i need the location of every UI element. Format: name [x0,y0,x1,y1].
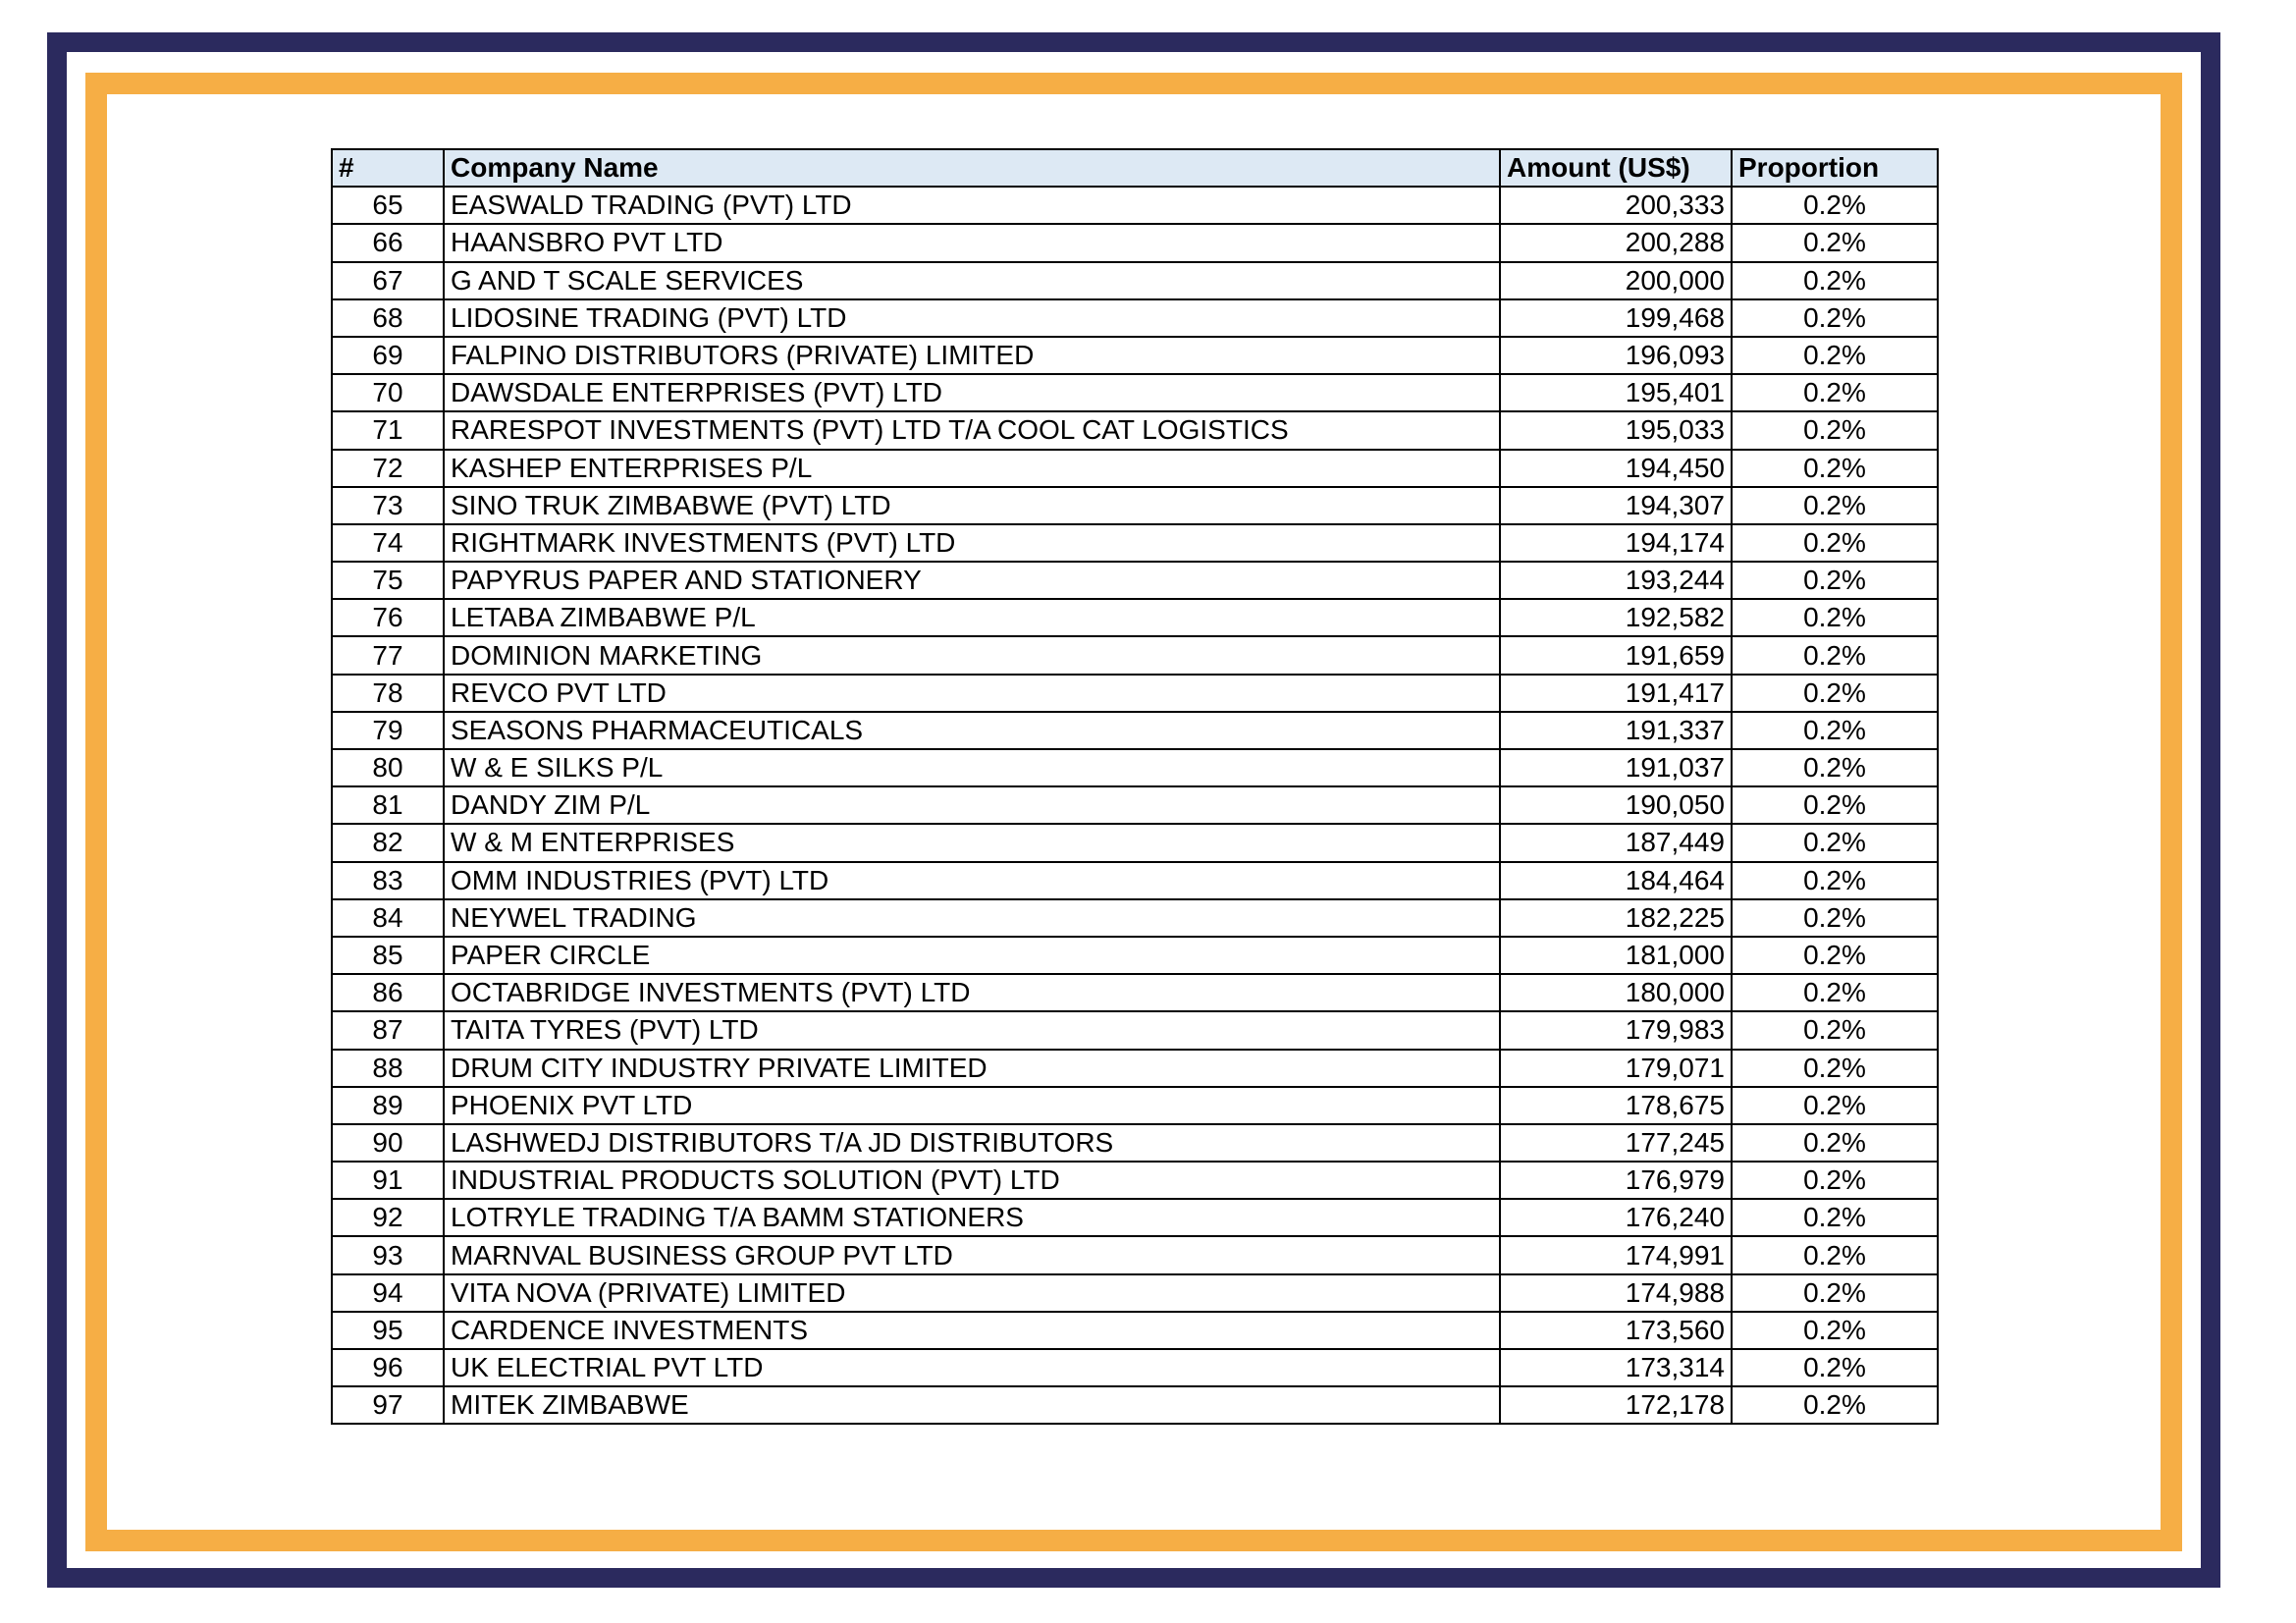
row-number: 87 [332,1011,444,1049]
amount-cell: 195,401 [1500,374,1732,411]
row-number: 92 [332,1199,444,1236]
proportion-cell: 0.2% [1732,636,1938,674]
row-number: 97 [332,1386,444,1424]
amount-cell: 180,000 [1500,974,1732,1011]
amount-cell: 200,000 [1500,262,1732,299]
company-name-cell: SEASONS PHARMACEUTICALS [444,712,1500,749]
company-name-cell: INDUSTRIAL PRODUCTS SOLUTION (PVT) LTD [444,1162,1500,1199]
table-row [332,862,1938,899]
table-row [332,487,1938,524]
proportion-cell: 0.2% [1732,862,1938,899]
company-name-cell: HAANSBRO PVT LTD [444,224,1500,261]
row-number: 89 [332,1087,444,1124]
amount-cell: 176,240 [1500,1199,1732,1236]
proportion-cell: 0.2% [1732,337,1938,374]
company-name-cell: DAWSDALE ENTERPRISES (PVT) LTD [444,374,1500,411]
proportion-cell: 0.2% [1732,187,1938,224]
proportion-cell: 0.2% [1732,1199,1938,1236]
row-number: 75 [332,562,444,599]
table-row [332,824,1938,861]
row-number: 91 [332,1162,444,1199]
company-name-cell: TAITA TYRES (PVT) LTD [444,1011,1500,1049]
company-name-cell: DOMINION MARKETING [444,636,1500,674]
table-row [332,224,1938,261]
amount-cell: 173,560 [1500,1312,1732,1349]
row-number: 69 [332,337,444,374]
amount-cell: 194,307 [1500,487,1732,524]
company-name-cell: VITA NOVA (PRIVATE) LIMITED [444,1274,1500,1312]
row-number: 88 [332,1050,444,1087]
header-number: # [332,149,444,187]
table-row [332,786,1938,824]
amount-cell: 178,675 [1500,1087,1732,1124]
table-row [332,675,1938,712]
row-number: 83 [332,862,444,899]
company-name-cell: LETABA ZIMBABWE P/L [444,599,1500,636]
table-row [332,1087,1938,1124]
company-name-cell: OMM INDUSTRIES (PVT) LTD [444,862,1500,899]
proportion-cell: 0.2% [1732,262,1938,299]
company-name-cell: KASHEP ENTERPRISES P/L [444,450,1500,487]
company-name-cell: LASHWEDJ DISTRIBUTORS T/A JD DISTRIBUTORS [444,1124,1500,1162]
table-row [332,337,1938,374]
company-name-cell: CARDENCE INVESTMENTS [444,1312,1500,1349]
table-row [332,599,1938,636]
amount-cell: 191,337 [1500,712,1732,749]
proportion-cell: 0.2% [1732,937,1938,974]
amount-cell: 176,979 [1500,1162,1732,1199]
company-name-cell: FALPINO DISTRIBUTORS (PRIVATE) LIMITED [444,337,1500,374]
amount-cell: 184,464 [1500,862,1732,899]
amount-cell: 196,093 [1500,337,1732,374]
amount-cell: 173,314 [1500,1349,1732,1386]
company-name-cell: DANDY ZIM P/L [444,786,1500,824]
row-number: 90 [332,1124,444,1162]
row-number: 74 [332,524,444,562]
proportion-cell: 0.2% [1732,899,1938,937]
row-number: 73 [332,487,444,524]
proportion-cell: 0.2% [1732,1011,1938,1049]
proportion-cell: 0.2% [1732,786,1938,824]
company-name-cell: MITEK ZIMBABWE [444,1386,1500,1424]
table-row [332,1349,1938,1386]
amount-cell: 194,174 [1500,524,1732,562]
proportion-cell: 0.2% [1732,749,1938,786]
table-row [332,1162,1938,1199]
row-number: 96 [332,1349,444,1386]
proportion-cell: 0.2% [1732,1274,1938,1312]
row-number: 67 [332,262,444,299]
row-number: 79 [332,712,444,749]
header-proportion: Proportion [1732,149,1938,187]
proportion-cell: 0.2% [1732,675,1938,712]
table-row [332,450,1938,487]
amount-cell: 200,333 [1500,187,1732,224]
company-name-cell: PHOENIX PVT LTD [444,1087,1500,1124]
table-row [332,937,1938,974]
table-row [332,411,1938,449]
amount-cell: 193,244 [1500,562,1732,599]
amount-cell: 179,983 [1500,1011,1732,1049]
proportion-cell: 0.2% [1732,1050,1938,1087]
amount-cell: 191,037 [1500,749,1732,786]
row-number: 94 [332,1274,444,1312]
row-number: 82 [332,824,444,861]
amount-cell: 172,178 [1500,1386,1732,1424]
companies-table [331,148,1939,1425]
proportion-cell: 0.2% [1732,411,1938,449]
table-row [332,187,1938,224]
table-row [332,262,1938,299]
proportion-cell: 0.2% [1732,374,1938,411]
row-number: 80 [332,749,444,786]
proportion-cell: 0.2% [1732,450,1938,487]
amount-cell: 177,245 [1500,1124,1732,1162]
amount-cell: 174,991 [1500,1236,1732,1273]
company-name-cell: G AND T SCALE SERVICES [444,262,1500,299]
row-number: 77 [332,636,444,674]
proportion-cell: 0.2% [1732,224,1938,261]
company-name-cell: W & E SILKS P/L [444,749,1500,786]
amount-cell: 190,050 [1500,786,1732,824]
company-name-cell: LIDOSINE TRADING (PVT) LTD [444,299,1500,337]
company-name-cell: REVCO PVT LTD [444,675,1500,712]
proportion-cell: 0.2% [1732,562,1938,599]
proportion-cell: 0.2% [1732,1236,1938,1273]
row-number: 65 [332,187,444,224]
company-name-cell: DRUM CITY INDUSTRY PRIVATE LIMITED [444,1050,1500,1087]
proportion-cell: 0.2% [1732,1386,1938,1424]
company-name-cell: EASWALD TRADING (PVT) LTD [444,187,1500,224]
table-row [332,1386,1938,1424]
row-number: 84 [332,899,444,937]
company-name-cell: W & M ENTERPRISES [444,824,1500,861]
amount-cell: 194,450 [1500,450,1732,487]
row-number: 76 [332,599,444,636]
proportion-cell: 0.2% [1732,1312,1938,1349]
proportion-cell: 0.2% [1732,599,1938,636]
amount-cell: 199,468 [1500,299,1732,337]
amount-cell: 182,225 [1500,899,1732,937]
proportion-cell: 0.2% [1732,1162,1938,1199]
table-row [332,1124,1938,1162]
company-name-cell: OCTABRIDGE INVESTMENTS (PVT) LTD [444,974,1500,1011]
proportion-cell: 0.2% [1732,487,1938,524]
table-row [332,749,1938,786]
row-number: 78 [332,675,444,712]
amount-cell: 174,988 [1500,1274,1732,1312]
company-name-cell: UK ELECTRIAL PVT LTD [444,1349,1500,1386]
amount-cell: 191,659 [1500,636,1732,674]
company-name-cell: MARNVAL BUSINESS GROUP PVT LTD [444,1236,1500,1273]
amount-cell: 191,417 [1500,675,1732,712]
table-row [332,524,1938,562]
row-number: 81 [332,786,444,824]
table-row [332,299,1938,337]
company-name-cell: RARESPOT INVESTMENTS (PVT) LTD T/A COOL CAT LOGISTICS [444,411,1500,449]
row-number: 68 [332,299,444,337]
table-row [332,712,1938,749]
proportion-cell: 0.2% [1732,524,1938,562]
company-name-cell: RIGHTMARK INVESTMENTS (PVT) LTD [444,524,1500,562]
proportion-cell: 0.2% [1732,1124,1938,1162]
table-row [332,1050,1938,1087]
table-body [332,187,1938,1424]
header-amount: Amount (US$) [1500,149,1732,187]
row-number: 71 [332,411,444,449]
row-number: 70 [332,374,444,411]
amount-cell: 195,033 [1500,411,1732,449]
amount-cell: 192,582 [1500,599,1732,636]
table-row [332,636,1938,674]
header-company-name: Company Name [444,149,1500,187]
table-row [332,1312,1938,1349]
table-row [332,899,1938,937]
company-name-cell: PAPER CIRCLE [444,937,1500,974]
proportion-cell: 0.2% [1732,974,1938,1011]
amount-cell: 179,071 [1500,1050,1732,1087]
row-number: 95 [332,1312,444,1349]
amount-cell: 200,288 [1500,224,1732,261]
proportion-cell: 0.2% [1732,1349,1938,1386]
amount-cell: 187,449 [1500,824,1732,861]
table-row [332,562,1938,599]
row-number: 86 [332,974,444,1011]
table-row [332,1236,1938,1273]
company-name-cell: SINO TRUK ZIMBABWE (PVT) LTD [444,487,1500,524]
table-row [332,374,1938,411]
table-row [332,974,1938,1011]
table-header-row [332,149,1938,187]
proportion-cell: 0.2% [1732,824,1938,861]
row-number: 93 [332,1236,444,1273]
table-row [332,1011,1938,1049]
proportion-cell: 0.2% [1732,299,1938,337]
row-number: 66 [332,224,444,261]
table-row [332,1274,1938,1312]
company-name-cell: LOTRYLE TRADING T/A BAMM STATIONERS [444,1199,1500,1236]
amount-cell: 181,000 [1500,937,1732,974]
proportion-cell: 0.2% [1732,1087,1938,1124]
row-number: 72 [332,450,444,487]
row-number: 85 [332,937,444,974]
proportion-cell: 0.2% [1732,712,1938,749]
company-name-cell: PAPYRUS PAPER AND STATIONERY [444,562,1500,599]
company-name-cell: NEYWEL TRADING [444,899,1500,937]
table-row [332,1199,1938,1236]
